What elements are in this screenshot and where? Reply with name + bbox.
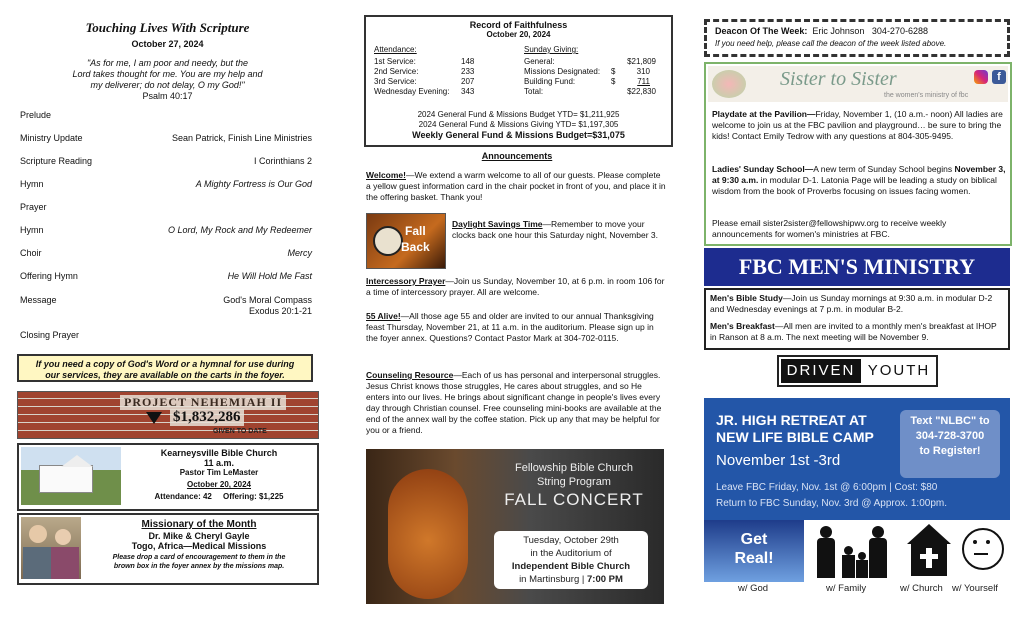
project-amount: $1,832,286	[170, 409, 244, 426]
order-item-detail: A Mighty Fortress is Our God	[195, 179, 312, 189]
violin-shape	[388, 469, 468, 599]
caption-church: w/ Church	[900, 583, 943, 594]
giving-label: General:	[524, 57, 555, 66]
kearneysville-info	[123, 448, 315, 502]
kbc-date: October 20, 2024	[186, 480, 252, 489]
project-caption: GIVEN TO DATE	[213, 428, 267, 435]
order-item-label: Prayer	[20, 202, 47, 212]
verse-reference: Psalm 40:17	[142, 91, 193, 101]
mens-ministry-banner: FBC MEN'S MINISTRY	[704, 248, 1010, 286]
order-item-hymn-1	[20, 179, 312, 190]
announcement-body: —Join us Sunday, November 10, at 6 p.m. in room 106 for a time of intercessory prayer. All are welcome.	[366, 276, 665, 297]
attendance-label: 3rd Service:	[374, 77, 417, 86]
body-shape	[51, 547, 79, 579]
giving-value: 711	[637, 77, 650, 86]
order-item-ministry-update	[20, 133, 312, 144]
announcement-heading: 55 Alive!	[366, 311, 401, 321]
bible-study-body: —Join us Sunday mornings at 9:30 a.m. in modular D-2 and Wednesday evenings at 7 p.m. in modular B-2.	[710, 293, 993, 314]
bulletin-date: October 27, 2024	[131, 39, 204, 49]
announcements-column	[358, 0, 676, 622]
kbc-attendance: Attendance: 42	[154, 492, 212, 501]
giving-list	[524, 57, 656, 97]
caption-family: w/ Family	[826, 583, 867, 594]
s2s-logo: Sister to Sister	[780, 68, 897, 90]
playdate-body: Friday, November 1, (10 a.m.- noon) All ladies are welcome to join us at the FBC pavilion and playground… be sure to bring the kids! Contact Emily Tedrow with any questions at 804-305-9495.	[712, 109, 1003, 141]
mens-breakfast	[710, 321, 1004, 343]
register-line: Text "NLBC" to	[910, 415, 990, 427]
concert-city: in Martinsburg |	[519, 574, 588, 585]
intercessory-announcement	[366, 276, 666, 298]
attendance-value: 148	[461, 57, 475, 66]
order-item-label: Hymn	[20, 179, 44, 189]
order-item-choir	[20, 248, 312, 259]
sunday-school-heading: Ladies' Sunday School—	[712, 164, 814, 174]
counseling-announcement	[366, 370, 666, 436]
concert-details	[494, 531, 648, 589]
deacon-line	[715, 26, 928, 36]
caption-yourself: w/ Yourself	[952, 583, 998, 594]
notice-line: our services, they are available on the carts in the foyer.	[45, 370, 285, 380]
giving-label: Total:	[524, 87, 544, 96]
pyramid-icon	[146, 412, 162, 424]
register-phone: 304-728-3700	[915, 430, 985, 442]
order-item-label: Choir	[20, 248, 42, 258]
church-building-shape	[39, 465, 93, 493]
bulletin-title: Touching Lives With Scripture	[85, 20, 250, 35]
message-reference: Exodus 20:1-21	[248, 306, 312, 316]
facebook-icon[interactable]: f	[992, 70, 1006, 84]
order-item-detail: Mercy	[287, 248, 312, 258]
sunday-school-body: A new term of Sunday School begins	[813, 164, 955, 174]
announcement-heading: Intercessory Prayer	[366, 276, 446, 286]
attendance-list	[374, 57, 486, 97]
church-photo	[21, 447, 121, 505]
verse-line: Lord takes thought for me. You are my help and	[72, 69, 263, 79]
missionary-note: Please drop a card of encouragement to them in the	[112, 554, 286, 561]
order-item-detail: O Lord, My Rock and My Redeemer	[167, 225, 312, 235]
clock-icon	[373, 226, 403, 256]
retreat-title	[716, 412, 874, 446]
register-text-box	[900, 410, 1000, 478]
order-item-prayer	[20, 202, 312, 213]
giving-heading: Sunday Giving:	[524, 45, 579, 54]
thinking-face-icon	[960, 526, 1004, 576]
attendance-label: Wednesday Evening:	[374, 87, 450, 96]
real-text: Real!	[734, 550, 774, 567]
missionary-box	[17, 513, 319, 585]
attendance-value: 233	[461, 67, 475, 76]
ytd-giving: 2024 General Fund & Missions Giving YTD= $1,197,305	[418, 120, 619, 129]
retreat-title-line: JR. HIGH RETREAT AT	[716, 412, 867, 428]
order-item-label: Prelude	[20, 110, 52, 120]
giving-value: $21,809	[627, 57, 656, 66]
announcements-heading: Announcements	[481, 151, 553, 161]
breakfast-heading: Men's Breakfast	[710, 321, 775, 331]
order-item-label: Offering Hymn	[20, 271, 78, 281]
register-line: to Register!	[919, 445, 981, 457]
missionary-photo	[21, 517, 81, 579]
retreat-return: Return to FBC Sunday, Nov. 3rd @ Approx. 1:00pm.	[716, 498, 948, 509]
s2s-banner	[708, 66, 1008, 102]
s2s-tagline: the women's ministry of fbc	[884, 92, 969, 99]
family-icon	[814, 524, 894, 578]
announcement-heading: Counseling Resource	[366, 370, 454, 380]
order-item-offering-hymn	[20, 271, 312, 282]
order-item-detail	[223, 295, 312, 317]
face-shape	[29, 525, 47, 543]
order-item-hymn-2	[20, 225, 312, 236]
concert-title: FALL CONCERT	[504, 490, 644, 509]
daylight-announcement	[452, 219, 666, 241]
record-date: October 20, 2024	[486, 30, 551, 39]
jr-high-retreat-poster	[704, 398, 1010, 596]
order-item-label: Message	[20, 295, 57, 305]
playdate-heading: Playdate at the Pavilion—	[712, 109, 816, 119]
order-item-message	[20, 295, 312, 319]
order-item-label: Scripture Reading	[20, 156, 93, 166]
driven-youth-logo	[777, 355, 938, 387]
driven-text: DRIVEN	[781, 359, 861, 383]
kearneysville-box	[17, 443, 319, 511]
kbc-name: Kearneysville Bible Church	[160, 448, 278, 458]
church-icon	[904, 524, 954, 578]
concert-header	[488, 461, 660, 511]
ytd-budget: 2024 General Fund & Missions Budget YTD= $1,211,925	[417, 110, 620, 119]
attendance-value: 343	[461, 87, 475, 96]
order-item-detail: He Will Hold Me Fast	[227, 271, 312, 281]
concert-venue-line: in the Auditorium of	[530, 548, 612, 559]
fall-back-image	[366, 213, 446, 269]
s2s-playdate	[712, 109, 1006, 142]
concert-program: String Program	[537, 476, 611, 488]
giving-currency: $	[611, 67, 616, 76]
giving-value: 310	[636, 67, 650, 76]
message-title: God's Moral Compass	[223, 295, 312, 305]
sister-to-sister-box	[704, 62, 1012, 246]
announcement-heading: Welcome!	[366, 170, 406, 180]
record-title: Record of Faithfulness	[469, 20, 568, 30]
church-roof-shape	[61, 455, 93, 467]
fall-text: Fall	[405, 224, 426, 238]
get-real-strip	[704, 520, 1010, 596]
weekly-budget: Weekly General Fund & Missions Budget=$31,075	[412, 130, 625, 140]
back-text: Back	[401, 240, 430, 254]
retreat-leave: Leave FBC Friday, Nov. 1st @ 6:00pm | Cost: $80	[716, 482, 938, 493]
missionary-note: brown box in the foyer annex by the missions map.	[113, 563, 285, 570]
order-item-prelude	[20, 110, 312, 121]
face-shape	[55, 529, 71, 545]
ministries-column	[700, 0, 1022, 622]
missionary-place: Togo, Africa—Medical Missions	[131, 541, 267, 551]
fall-concert-poster	[366, 449, 664, 604]
get-text: Get	[740, 531, 768, 548]
giving-label: Missions Designated:	[524, 67, 601, 76]
mens-ministry-box	[704, 288, 1010, 350]
s2s-email-note: Please email sister2sister@fellowshipwv.org to receive weekly announcements for women's ministries at FBC.	[712, 218, 947, 239]
concert-date: Tuesday, October 29th	[523, 535, 619, 546]
theme-verse	[0, 58, 335, 102]
order-item-scripture	[20, 156, 312, 167]
flower-icon	[712, 70, 746, 98]
bible-study-heading: Men's Bible Study	[710, 293, 783, 303]
caption-god: w/ God	[738, 583, 769, 594]
order-item-label: Ministry Update	[20, 133, 83, 143]
verse-line: my deliverer; do not delay, O my God!"	[90, 80, 245, 90]
welcome-announcement	[366, 170, 666, 203]
verse-line: "As for me, I am poor and needy, but the	[86, 58, 249, 68]
body-shape	[23, 547, 51, 579]
get-real-graphic	[704, 520, 804, 582]
deacon-phone: 304-270-6288	[871, 26, 928, 36]
deacon-note: If you need help, please call the deacon of the week listed above.	[715, 39, 947, 48]
attendance-label: 2nd Service:	[374, 67, 419, 76]
kbc-offering: Offering: $1,225	[223, 492, 284, 501]
giving-currency: $	[611, 77, 616, 86]
record-of-faithfulness	[364, 15, 673, 147]
project-title: PROJECT NEHEMIAH II	[120, 395, 286, 410]
announcement-body: —We extend a warm welcome to all of our guests. Please complete a yellow guest information card in the chair pocket in front of you, and place it in the offering basket. Thank you!	[366, 170, 666, 202]
missionary-heading: Missionary of the Month	[141, 519, 257, 530]
attendance-heading: Attendance:	[374, 45, 417, 54]
order-item-label: Closing Prayer	[20, 330, 80, 340]
order-item-closing-prayer	[20, 330, 312, 341]
concert-time: 7:00 PM	[587, 574, 623, 585]
giving-label: Building Fund:	[524, 77, 576, 86]
kbc-time: 11 a.m.	[203, 458, 235, 468]
announcement-body: —Each of us has personal and interpersonal struggles. Jesus Christ knows those struggles, He cares about struggles, and so He enters into our lives. He brings about significant change in people's lives every day through Christian counsel. Free counseling mini-books are available at the end of the annex wall by the coffee station. Pick up any that may be helpful for you or a friend.	[366, 370, 662, 435]
announcement-heading: Daylight Savings Time	[452, 219, 543, 229]
missionary-names: Dr. Mike & Cheryl Gayle	[148, 531, 250, 541]
deacon-name: Eric Johnson	[812, 26, 865, 36]
sunday-school-rest: in modular D-1. Latonia Page will be leading a study on biblical wisdom from the book of Proverbs focusing on issues facing women.	[712, 175, 997, 196]
giving-value: $22,830	[627, 87, 656, 96]
retreat-title-line: NEW LIFE BIBLE CAMP	[716, 429, 874, 445]
deacon-label: Deacon Of The Week:	[715, 26, 808, 36]
fifty-five-alive-announcement	[366, 311, 666, 344]
bible-hymnal-notice	[17, 354, 313, 382]
instagram-icon[interactable]	[974, 70, 988, 84]
order-item-detail: I Corinthians 2	[253, 156, 312, 166]
project-nehemiah-banner	[17, 391, 319, 439]
retreat-dates: November 1st -3rd	[716, 452, 841, 469]
breakfast-body: —All men are invited to a monthly men's breakfast at IHOP in Ranson at 8 a.m. The next meeting will be November 9.	[710, 321, 997, 342]
notice-line: If you need a copy of God's Word or a hymnal for use during	[35, 359, 295, 369]
deacon-box	[704, 19, 1010, 57]
order-item-label: Hymn	[20, 225, 44, 235]
attendance-value: 207	[461, 77, 475, 86]
attendance-label: 1st Service:	[374, 57, 416, 66]
sunday-school-date: November 3, at 9:30 a.m.	[712, 164, 1006, 185]
mens-bible-study	[710, 293, 1004, 315]
order-item-detail: Sean Patrick, Finish Line Ministries	[171, 133, 312, 143]
s2s-sunday-school	[712, 164, 1006, 197]
announcement-body: —All those age 55 and older are invited to our annual Thanksgiving feast Thursday, November 21, at 11 a.m. in the auditorium. Please sign up in the foyer annex. Questions? Contact Pastor Mark at 304-702-0115.	[366, 311, 654, 343]
get-real-captions	[704, 582, 1010, 596]
announcement-body: —Remember to move your clocks back one hour this Saturday night, November 3.	[452, 219, 658, 240]
concert-venue: Independent Bible Church	[511, 561, 631, 572]
youth-text: YOUTH	[867, 362, 931, 379]
missionary-info	[83, 519, 315, 571]
order-of-service-column	[0, 0, 335, 622]
concert-church: Fellowship Bible Church	[515, 462, 633, 474]
kbc-pastor: Pastor Tim LeMaster	[179, 468, 259, 477]
